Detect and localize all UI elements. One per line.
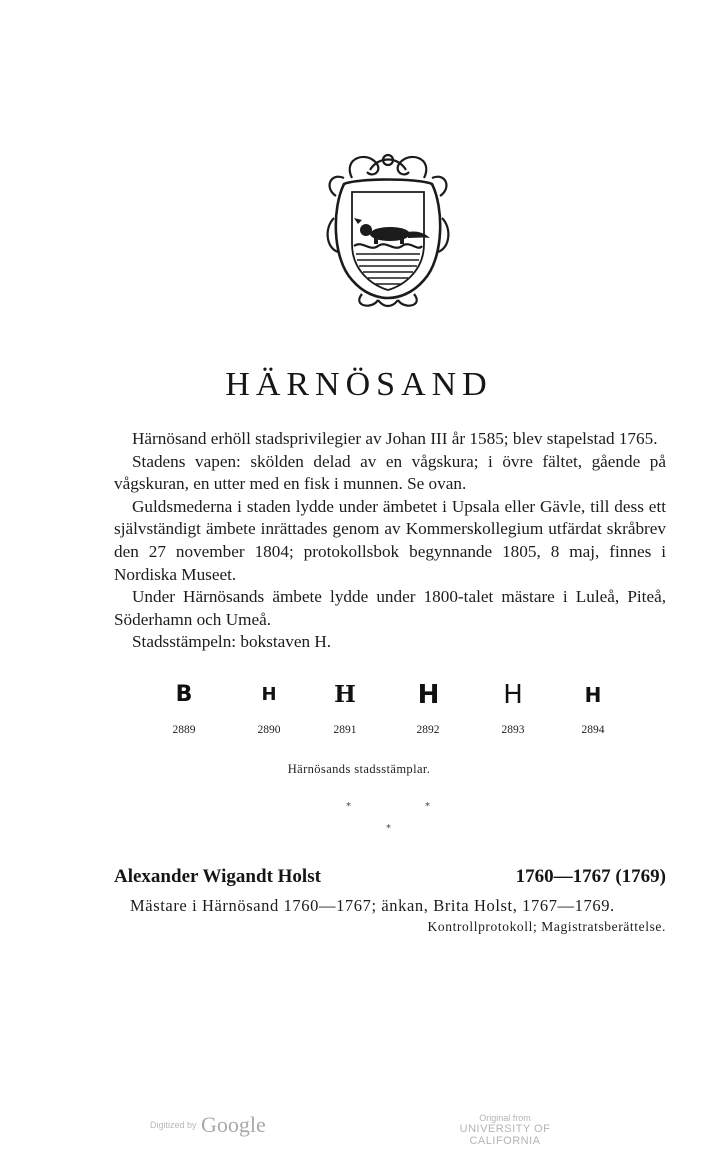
stamp-number: 2894 — [581, 724, 605, 736]
coat-of-arms-illustration — [322, 148, 454, 310]
paragraph: Guldsmederna i staden lydde under ämbetet i Upsala eller Gävle, till dess ett självständigt ämbete inrättades genom av Kommerskollegium utfärdat skråbrev den 27 november 1804; protokollsbok begynnande 1805, 8 maj, finnes i Nordiska Museet. — [114, 496, 666, 584]
stamp-number: 2890 — [257, 724, 281, 736]
entry-description: Mästare i Härnösand 1760—1767; änkan, Brita Holst, 1767—1769. — [130, 896, 615, 915]
digitized-watermark — [150, 1112, 266, 1138]
asterism-star-icon: * — [425, 801, 430, 812]
stamp-item — [320, 680, 370, 736]
digitized-label: Digitized by — [150, 1120, 197, 1130]
page-title: HÄRNÖSAND — [225, 366, 493, 403]
stamp-number: 2891 — [333, 724, 357, 736]
entry-sources: Kontrollprotokoll; Magistratsberättelse. — [427, 919, 666, 934]
stamp-number: 2893 — [501, 724, 525, 736]
stamp-item — [403, 680, 453, 736]
body-text — [114, 428, 666, 654]
goldsmith-name: Alexander Wigandt Holst — [114, 866, 321, 887]
paragraph: Under Härnösands ämbete lydde under 1800-talet mästare i Luleå, Piteå, Söderhamn och Umeå. — [114, 587, 666, 629]
paragraph: Stadens vapen: skölden delad av en vågskura; i övre fältet, gående på vågskuran, en utter med en fisk i munnen. Se ovan. — [114, 451, 666, 494]
stamp-mark: H — [261, 684, 277, 705]
origin-watermark — [430, 1113, 580, 1147]
stamp-row — [150, 680, 620, 750]
stamps-caption: Härnösands stadsstämplar. — [287, 762, 431, 776]
stamp-item — [568, 680, 618, 736]
stamp-mark: H — [584, 683, 602, 707]
paragraph: Stadsstämpeln: bokstaven H. — [132, 632, 332, 652]
stamp-number: 2892 — [416, 724, 440, 736]
asterism-star-icon: * — [346, 801, 351, 812]
stamp-mark: H — [417, 680, 439, 710]
stamp-item — [159, 680, 209, 736]
university-label: UNIVERSITY OF CALIFORNIA — [459, 1123, 551, 1147]
stamp-mark: B — [175, 682, 193, 707]
original-from-label: Original from — [479, 1113, 531, 1123]
stamp-number: 2889 — [172, 724, 196, 736]
stamp-item — [244, 680, 294, 736]
stamp-mark: H — [503, 680, 523, 710]
goldsmith-years: 1760—1767 (1769) — [515, 866, 666, 887]
asterism-star-icon: * — [386, 823, 391, 834]
google-logo: Google — [200, 1112, 266, 1137]
entry-heading — [114, 866, 666, 888]
stamp-mark: H — [334, 681, 356, 708]
paragraph: Härnösand erhöll stadsprivilegier av Johan III år 1585; blev stapelstad 1765. — [132, 429, 658, 448]
stamp-item — [488, 680, 538, 736]
